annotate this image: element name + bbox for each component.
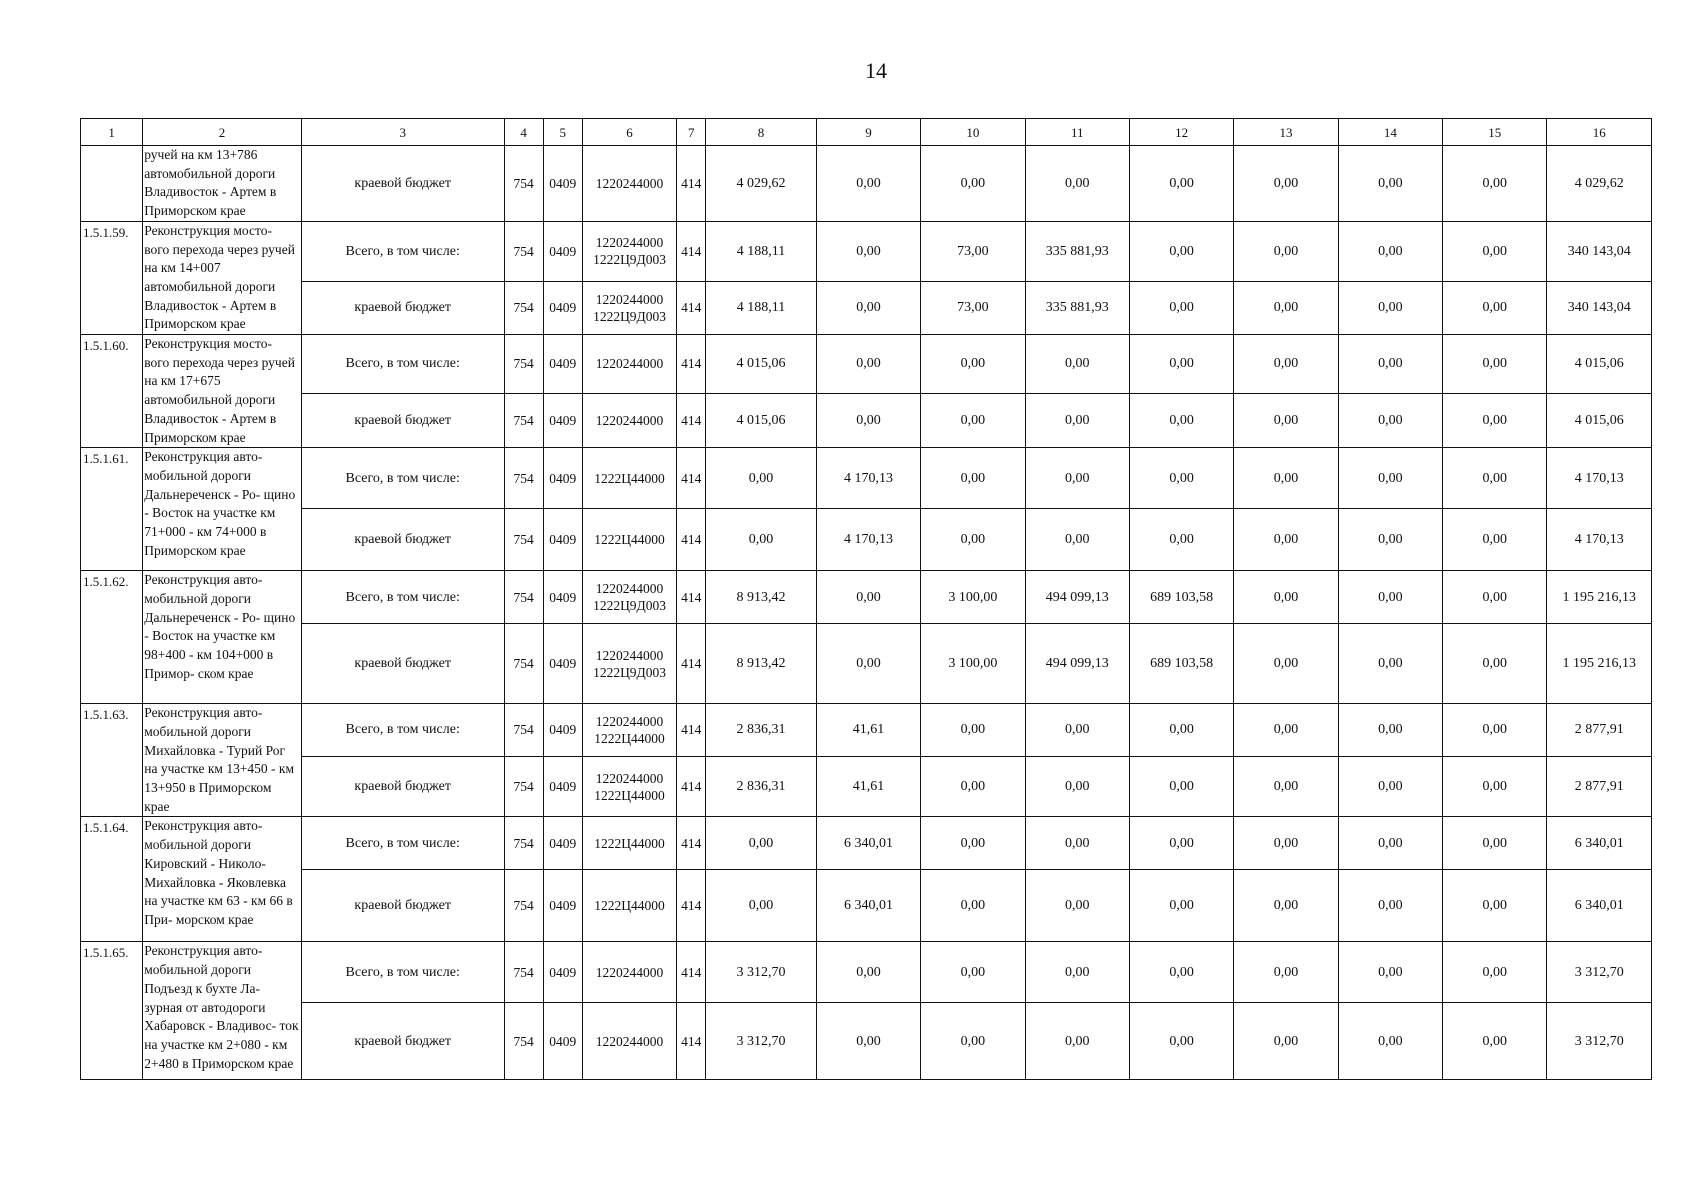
col-7-value: 414 bbox=[677, 571, 706, 624]
col-4-value: 754 bbox=[504, 942, 543, 1003]
amount-col-10: 0,00 bbox=[921, 756, 1025, 817]
target-article-code: 1222Ц44000 bbox=[594, 730, 665, 746]
amount-col-16: 340 143,04 bbox=[1547, 221, 1652, 281]
amount-col-9: 0,00 bbox=[816, 221, 920, 281]
amount-col-14: 0,00 bbox=[1338, 870, 1442, 942]
amount-col-10: 3 100,00 bbox=[921, 624, 1025, 704]
column-header: 6 bbox=[582, 119, 676, 146]
amount-col-11: 0,00 bbox=[1025, 704, 1129, 756]
amount-col-15: 0,00 bbox=[1443, 509, 1547, 571]
target-article-codes bbox=[582, 221, 676, 281]
amount-col-15: 0,00 bbox=[1443, 281, 1547, 334]
table-row bbox=[81, 817, 1652, 870]
table-row bbox=[81, 870, 1652, 942]
col-4-value: 754 bbox=[504, 624, 543, 704]
funding-source: краевой бюджет bbox=[301, 281, 504, 334]
amount-col-12: 0,00 bbox=[1129, 448, 1233, 509]
table-row bbox=[81, 393, 1652, 447]
col-7-value: 414 bbox=[677, 281, 706, 334]
target-article-codes bbox=[582, 704, 676, 756]
column-header: 3 bbox=[301, 119, 504, 146]
amount-col-13: 0,00 bbox=[1234, 756, 1338, 817]
amount-col-10: 0,00 bbox=[921, 509, 1025, 571]
amount-col-8: 8 913,42 bbox=[706, 624, 816, 704]
column-header: 8 bbox=[706, 119, 816, 146]
amount-col-15: 0,00 bbox=[1443, 624, 1547, 704]
amount-col-13: 0,00 bbox=[1234, 448, 1338, 509]
amount-col-11: 0,00 bbox=[1025, 870, 1129, 942]
amount-col-9: 0,00 bbox=[816, 281, 920, 334]
col-4-value: 754 bbox=[504, 870, 543, 942]
column-header: 2 bbox=[143, 119, 302, 146]
col-4-value: 754 bbox=[504, 756, 543, 817]
amount-col-12: 0,00 bbox=[1129, 870, 1233, 942]
amount-col-9: 0,00 bbox=[816, 624, 920, 704]
target-article-codes bbox=[582, 870, 676, 942]
amount-col-8: 8 913,42 bbox=[706, 571, 816, 624]
target-article-code: 1222Ц44000 bbox=[594, 787, 665, 803]
amount-col-16: 1 195 216,13 bbox=[1547, 571, 1652, 624]
col-7-value: 414 bbox=[677, 756, 706, 817]
table-row bbox=[81, 281, 1652, 334]
funding-source: Всего, в том числе: bbox=[301, 942, 504, 1003]
table-row bbox=[81, 146, 1652, 222]
column-header: 1 bbox=[81, 119, 143, 146]
col-5-value: 0409 bbox=[543, 281, 582, 334]
target-article-code: 1220244000 bbox=[595, 964, 664, 980]
amount-col-11: 0,00 bbox=[1025, 817, 1129, 870]
funding-source: Всего, в том числе: bbox=[301, 704, 504, 756]
amount-col-8: 4 029,62 bbox=[706, 146, 816, 222]
col-5-value: 0409 bbox=[543, 221, 582, 281]
funding-source: краевой бюджет bbox=[301, 509, 504, 571]
amount-col-9: 6 340,01 bbox=[816, 817, 920, 870]
col-5-value: 0409 bbox=[543, 817, 582, 870]
table-row bbox=[81, 704, 1652, 756]
amount-col-15: 0,00 bbox=[1443, 870, 1547, 942]
target-article-code: 1222Ц44000 bbox=[594, 898, 665, 914]
target-article-codes bbox=[582, 335, 676, 394]
amount-col-10: 73,00 bbox=[921, 221, 1025, 281]
table-row bbox=[81, 448, 1652, 509]
item-name: Реконструкция мосто- вого перехода через ручей на км 14+007 автомобильной дороги Владивосток - Артем в Приморском крае bbox=[143, 221, 302, 334]
table-row bbox=[81, 509, 1652, 571]
target-article-code: 1222Ц9Д003 bbox=[593, 598, 667, 614]
amount-col-13: 0,00 bbox=[1234, 1003, 1338, 1080]
col-5-value: 0409 bbox=[543, 1003, 582, 1080]
table-row bbox=[81, 624, 1652, 704]
col-5-value: 0409 bbox=[543, 571, 582, 624]
amount-col-11: 335 881,93 bbox=[1025, 281, 1129, 334]
target-article-code: 1222Ц44000 bbox=[594, 532, 665, 548]
funding-source: краевой бюджет bbox=[301, 624, 504, 704]
amount-col-8: 4 015,06 bbox=[706, 393, 816, 447]
col-7-value: 414 bbox=[677, 335, 706, 394]
col-5-value: 0409 bbox=[543, 624, 582, 704]
target-article-codes bbox=[582, 448, 676, 509]
amount-col-8: 0,00 bbox=[706, 870, 816, 942]
amount-col-12: 0,00 bbox=[1129, 942, 1233, 1003]
amount-col-15: 0,00 bbox=[1443, 817, 1547, 870]
amount-col-13: 0,00 bbox=[1234, 571, 1338, 624]
amount-col-12: 0,00 bbox=[1129, 146, 1233, 222]
amount-col-11: 0,00 bbox=[1025, 448, 1129, 509]
amount-col-14: 0,00 bbox=[1338, 624, 1442, 704]
funding-source: краевой бюджет bbox=[301, 756, 504, 817]
amount-col-8: 0,00 bbox=[706, 509, 816, 571]
target-article-codes bbox=[582, 756, 676, 817]
col-7-value: 414 bbox=[677, 817, 706, 870]
amount-col-14: 0,00 bbox=[1338, 221, 1442, 281]
target-article-code: 1222Ц9Д003 bbox=[593, 664, 667, 680]
amount-col-15: 0,00 bbox=[1443, 146, 1547, 222]
amount-col-11: 0,00 bbox=[1025, 393, 1129, 447]
target-article-codes bbox=[582, 624, 676, 704]
amount-col-15: 0,00 bbox=[1443, 393, 1547, 447]
col-7-value: 414 bbox=[677, 1003, 706, 1080]
item-name: Реконструкция мосто- вого перехода через ручей на км 17+675 автомобильной дороги Владивосток - Артем в Приморском крае bbox=[143, 335, 302, 448]
col-4-value: 754 bbox=[504, 448, 543, 509]
amount-col-16: 2 877,91 bbox=[1547, 704, 1652, 756]
col-5-value: 0409 bbox=[543, 146, 582, 222]
table-row bbox=[81, 756, 1652, 817]
funding-source: краевой бюджет bbox=[301, 870, 504, 942]
item-name: ручей на км 13+786 автомобильной дороги Владивосток - Артем в Приморском крае bbox=[143, 146, 302, 222]
amount-col-9: 0,00 bbox=[816, 1003, 920, 1080]
target-article-code: 1220244000 bbox=[595, 581, 664, 597]
target-article-codes bbox=[582, 509, 676, 571]
amount-col-16: 4 170,13 bbox=[1547, 509, 1652, 571]
amount-col-8: 4 188,11 bbox=[706, 221, 816, 281]
column-header: 7 bbox=[677, 119, 706, 146]
amount-col-12: 0,00 bbox=[1129, 704, 1233, 756]
amount-col-12: 689 103,58 bbox=[1129, 571, 1233, 624]
amount-col-14: 0,00 bbox=[1338, 817, 1442, 870]
amount-col-11: 0,00 bbox=[1025, 756, 1129, 817]
amount-col-8: 0,00 bbox=[706, 817, 816, 870]
column-header: 4 bbox=[504, 119, 543, 146]
amount-col-13: 0,00 bbox=[1234, 942, 1338, 1003]
target-article-codes bbox=[582, 146, 676, 222]
amount-col-12: 0,00 bbox=[1129, 509, 1233, 571]
amount-col-12: 0,00 bbox=[1129, 817, 1233, 870]
amount-col-10: 0,00 bbox=[921, 146, 1025, 222]
target-article-code: 1220244000 bbox=[595, 770, 664, 786]
item-code: 1.5.1.62. bbox=[81, 571, 143, 704]
col-5-value: 0409 bbox=[543, 509, 582, 571]
col-4-value: 754 bbox=[504, 571, 543, 624]
column-header: 10 bbox=[921, 119, 1025, 146]
amount-col-13: 0,00 bbox=[1234, 335, 1338, 394]
amount-col-11: 0,00 bbox=[1025, 335, 1129, 394]
amount-col-12: 0,00 bbox=[1129, 1003, 1233, 1080]
amount-col-11: 0,00 bbox=[1025, 146, 1129, 222]
target-article-code: 1220244000 bbox=[595, 175, 664, 191]
col-4-value: 754 bbox=[504, 817, 543, 870]
col-4-value: 754 bbox=[504, 509, 543, 571]
funding-source: Всего, в том числе: bbox=[301, 448, 504, 509]
col-7-value: 414 bbox=[677, 870, 706, 942]
col-4-value: 754 bbox=[504, 704, 543, 756]
table-row bbox=[81, 221, 1652, 281]
col-5-value: 0409 bbox=[543, 335, 582, 394]
col-5-value: 0409 bbox=[543, 870, 582, 942]
amount-col-15: 0,00 bbox=[1443, 448, 1547, 509]
table-row bbox=[81, 942, 1652, 1003]
col-7-value: 414 bbox=[677, 704, 706, 756]
col-7-value: 414 bbox=[677, 393, 706, 447]
amount-col-11: 494 099,13 bbox=[1025, 571, 1129, 624]
col-5-value: 0409 bbox=[543, 448, 582, 509]
table-row bbox=[81, 335, 1652, 394]
amount-col-9: 0,00 bbox=[816, 571, 920, 624]
amount-col-16: 3 312,70 bbox=[1547, 1003, 1652, 1080]
col-5-value: 0409 bbox=[543, 756, 582, 817]
amount-col-16: 6 340,01 bbox=[1547, 817, 1652, 870]
target-article-codes bbox=[582, 393, 676, 447]
funding-source: Всего, в том числе: bbox=[301, 221, 504, 281]
item-name: Реконструкция авто- мобильной дороги Подъезд к бухте Ла- зурная от автодороги Хабаровск - Владивос- ток на участке км 2+080 - км 2+480 в Приморском крае bbox=[143, 942, 302, 1080]
col-7-value: 414 bbox=[677, 146, 706, 222]
target-article-codes bbox=[582, 571, 676, 624]
amount-col-10: 73,00 bbox=[921, 281, 1025, 334]
target-article-codes bbox=[582, 1003, 676, 1080]
col-7-value: 414 bbox=[677, 624, 706, 704]
amount-col-15: 0,00 bbox=[1443, 756, 1547, 817]
funding-source: Всего, в том числе: bbox=[301, 335, 504, 394]
column-header: 14 bbox=[1338, 119, 1442, 146]
item-code: 1.5.1.61. bbox=[81, 448, 143, 571]
amount-col-16: 4 029,62 bbox=[1547, 146, 1652, 222]
amount-col-12: 0,00 bbox=[1129, 221, 1233, 281]
amount-col-9: 0,00 bbox=[816, 146, 920, 222]
amount-col-8: 4 015,06 bbox=[706, 335, 816, 394]
amount-col-12: 0,00 bbox=[1129, 281, 1233, 334]
amount-col-16: 2 877,91 bbox=[1547, 756, 1652, 817]
item-code: 1.5.1.65. bbox=[81, 942, 143, 1080]
col-4-value: 754 bbox=[504, 146, 543, 222]
budget-table bbox=[80, 118, 1652, 1080]
target-article-code: 1222Ц44000 bbox=[594, 470, 665, 486]
target-article-code: 1220244000 bbox=[595, 413, 664, 429]
amount-col-11: 335 881,93 bbox=[1025, 221, 1129, 281]
amount-col-12: 689 103,58 bbox=[1129, 624, 1233, 704]
amount-col-15: 0,00 bbox=[1443, 335, 1547, 394]
amount-col-8: 3 312,70 bbox=[706, 1003, 816, 1080]
funding-source: краевой бюджет bbox=[301, 393, 504, 447]
amount-col-14: 0,00 bbox=[1338, 704, 1442, 756]
target-article-code: 1222Ц44000 bbox=[594, 835, 665, 851]
amount-col-14: 0,00 bbox=[1338, 509, 1442, 571]
table-row bbox=[81, 571, 1652, 624]
col-7-value: 414 bbox=[677, 448, 706, 509]
item-code: 1.5.1.60. bbox=[81, 335, 143, 448]
item-code: 1.5.1.63. bbox=[81, 704, 143, 817]
amount-col-13: 0,00 bbox=[1234, 146, 1338, 222]
amount-col-10: 3 100,00 bbox=[921, 571, 1025, 624]
amount-col-12: 0,00 bbox=[1129, 756, 1233, 817]
amount-col-8: 2 836,31 bbox=[706, 704, 816, 756]
col-4-value: 754 bbox=[504, 281, 543, 334]
funding-source: Всего, в том числе: bbox=[301, 571, 504, 624]
target-article-code: 1222Ц9Д003 bbox=[593, 252, 667, 268]
amount-col-14: 0,00 bbox=[1338, 335, 1442, 394]
target-article-code: 1220244000 bbox=[595, 1033, 664, 1049]
col-4-value: 754 bbox=[504, 1003, 543, 1080]
target-article-codes bbox=[582, 281, 676, 334]
amount-col-14: 0,00 bbox=[1338, 1003, 1442, 1080]
col-4-value: 754 bbox=[504, 335, 543, 394]
item-name: Реконструкция авто- мобильной дороги Кировский - Николо- Михайловка - Яковлевка на участке км 63 - км 66 в При- морском крае bbox=[143, 817, 302, 942]
amount-col-12: 0,00 bbox=[1129, 393, 1233, 447]
amount-col-12: 0,00 bbox=[1129, 335, 1233, 394]
amount-col-16: 340 143,04 bbox=[1547, 281, 1652, 334]
column-header: 16 bbox=[1547, 119, 1652, 146]
amount-col-16: 4 170,13 bbox=[1547, 448, 1652, 509]
column-header: 13 bbox=[1234, 119, 1338, 146]
column-header: 9 bbox=[816, 119, 920, 146]
column-header: 11 bbox=[1025, 119, 1129, 146]
amount-col-15: 0,00 bbox=[1443, 221, 1547, 281]
amount-col-9: 41,61 bbox=[816, 756, 920, 817]
target-article-code: 1220244000 bbox=[595, 647, 664, 663]
amount-col-10: 0,00 bbox=[921, 448, 1025, 509]
amount-col-10: 0,00 bbox=[921, 1003, 1025, 1080]
target-article-code: 1220244000 bbox=[595, 291, 664, 307]
amount-col-14: 0,00 bbox=[1338, 393, 1442, 447]
amount-col-10: 0,00 bbox=[921, 335, 1025, 394]
amount-col-13: 0,00 bbox=[1234, 870, 1338, 942]
col-5-value: 0409 bbox=[543, 704, 582, 756]
amount-col-15: 0,00 bbox=[1443, 1003, 1547, 1080]
col-4-value: 754 bbox=[504, 221, 543, 281]
target-article-codes bbox=[582, 817, 676, 870]
amount-col-16: 6 340,01 bbox=[1547, 870, 1652, 942]
item-name: Реконструкция авто- мобильной дороги Михайловка - Турий Рог на участке км 13+450 - км 13+950 в Приморском крае bbox=[143, 704, 302, 817]
table-header-row bbox=[81, 119, 1652, 146]
target-article-codes bbox=[582, 942, 676, 1003]
amount-col-8: 3 312,70 bbox=[706, 942, 816, 1003]
item-code bbox=[81, 146, 143, 222]
amount-col-10: 0,00 bbox=[921, 870, 1025, 942]
amount-col-10: 0,00 bbox=[921, 704, 1025, 756]
amount-col-9: 6 340,01 bbox=[816, 870, 920, 942]
amount-col-16: 1 195 216,13 bbox=[1547, 624, 1652, 704]
amount-col-11: 0,00 bbox=[1025, 509, 1129, 571]
amount-col-9: 0,00 bbox=[816, 942, 920, 1003]
amount-col-9: 41,61 bbox=[816, 704, 920, 756]
amount-col-15: 0,00 bbox=[1443, 942, 1547, 1003]
col-5-value: 0409 bbox=[543, 393, 582, 447]
amount-col-10: 0,00 bbox=[921, 393, 1025, 447]
amount-col-13: 0,00 bbox=[1234, 281, 1338, 334]
target-article-code: 1222Ц9Д003 bbox=[593, 308, 667, 324]
column-header: 15 bbox=[1443, 119, 1547, 146]
amount-col-9: 4 170,13 bbox=[816, 509, 920, 571]
col-7-value: 414 bbox=[677, 942, 706, 1003]
amount-col-15: 0,00 bbox=[1443, 571, 1547, 624]
amount-col-10: 0,00 bbox=[921, 817, 1025, 870]
col-7-value: 414 bbox=[677, 221, 706, 281]
column-header: 12 bbox=[1129, 119, 1233, 146]
amount-col-11: 494 099,13 bbox=[1025, 624, 1129, 704]
col-4-value: 754 bbox=[504, 393, 543, 447]
amount-col-16: 4 015,06 bbox=[1547, 335, 1652, 394]
item-code: 1.5.1.59. bbox=[81, 221, 143, 334]
col-7-value: 414 bbox=[677, 509, 706, 571]
amount-col-14: 0,00 bbox=[1338, 756, 1442, 817]
amount-col-8: 2 836,31 bbox=[706, 756, 816, 817]
amount-col-9: 0,00 bbox=[816, 335, 920, 394]
amount-col-8: 0,00 bbox=[706, 448, 816, 509]
amount-col-11: 0,00 bbox=[1025, 1003, 1129, 1080]
amount-col-9: 4 170,13 bbox=[816, 448, 920, 509]
item-name: Реконструкция авто- мобильной дороги Дальнереченск - Ро- щино - Восток на участке км 71+000 - км 74+000 в Приморском крае bbox=[143, 448, 302, 571]
amount-col-8: 4 188,11 bbox=[706, 281, 816, 334]
amount-col-9: 0,00 bbox=[816, 393, 920, 447]
amount-col-16: 3 312,70 bbox=[1547, 942, 1652, 1003]
amount-col-14: 0,00 bbox=[1338, 146, 1442, 222]
amount-col-13: 0,00 bbox=[1234, 817, 1338, 870]
amount-col-16: 4 015,06 bbox=[1547, 393, 1652, 447]
item-name: Реконструкция авто- мобильной дороги Дальнереченск - Ро- щино - Восток на участке км 98+400 - км 104+000 в Примор- ском крае bbox=[143, 571, 302, 704]
amount-col-14: 0,00 bbox=[1338, 571, 1442, 624]
column-header: 5 bbox=[543, 119, 582, 146]
page-number: 14 bbox=[865, 58, 887, 83]
item-code: 1.5.1.64. bbox=[81, 817, 143, 942]
table-row bbox=[81, 1003, 1652, 1080]
target-article-code: 1220244000 bbox=[595, 235, 664, 251]
funding-source: краевой бюджет bbox=[301, 146, 504, 222]
target-article-code: 1220244000 bbox=[595, 356, 664, 372]
amount-col-13: 0,00 bbox=[1234, 704, 1338, 756]
amount-col-11: 0,00 bbox=[1025, 942, 1129, 1003]
amount-col-13: 0,00 bbox=[1234, 221, 1338, 281]
amount-col-14: 0,00 bbox=[1338, 281, 1442, 334]
amount-col-14: 0,00 bbox=[1338, 942, 1442, 1003]
amount-col-13: 0,00 bbox=[1234, 509, 1338, 571]
amount-col-10: 0,00 bbox=[921, 942, 1025, 1003]
amount-col-13: 0,00 bbox=[1234, 624, 1338, 704]
target-article-code: 1220244000 bbox=[595, 713, 664, 729]
amount-col-15: 0,00 bbox=[1443, 704, 1547, 756]
col-5-value: 0409 bbox=[543, 942, 582, 1003]
funding-source: краевой бюджет bbox=[301, 1003, 504, 1080]
amount-col-13: 0,00 bbox=[1234, 393, 1338, 447]
amount-col-14: 0,00 bbox=[1338, 448, 1442, 509]
funding-source: Всего, в том числе: bbox=[301, 817, 504, 870]
